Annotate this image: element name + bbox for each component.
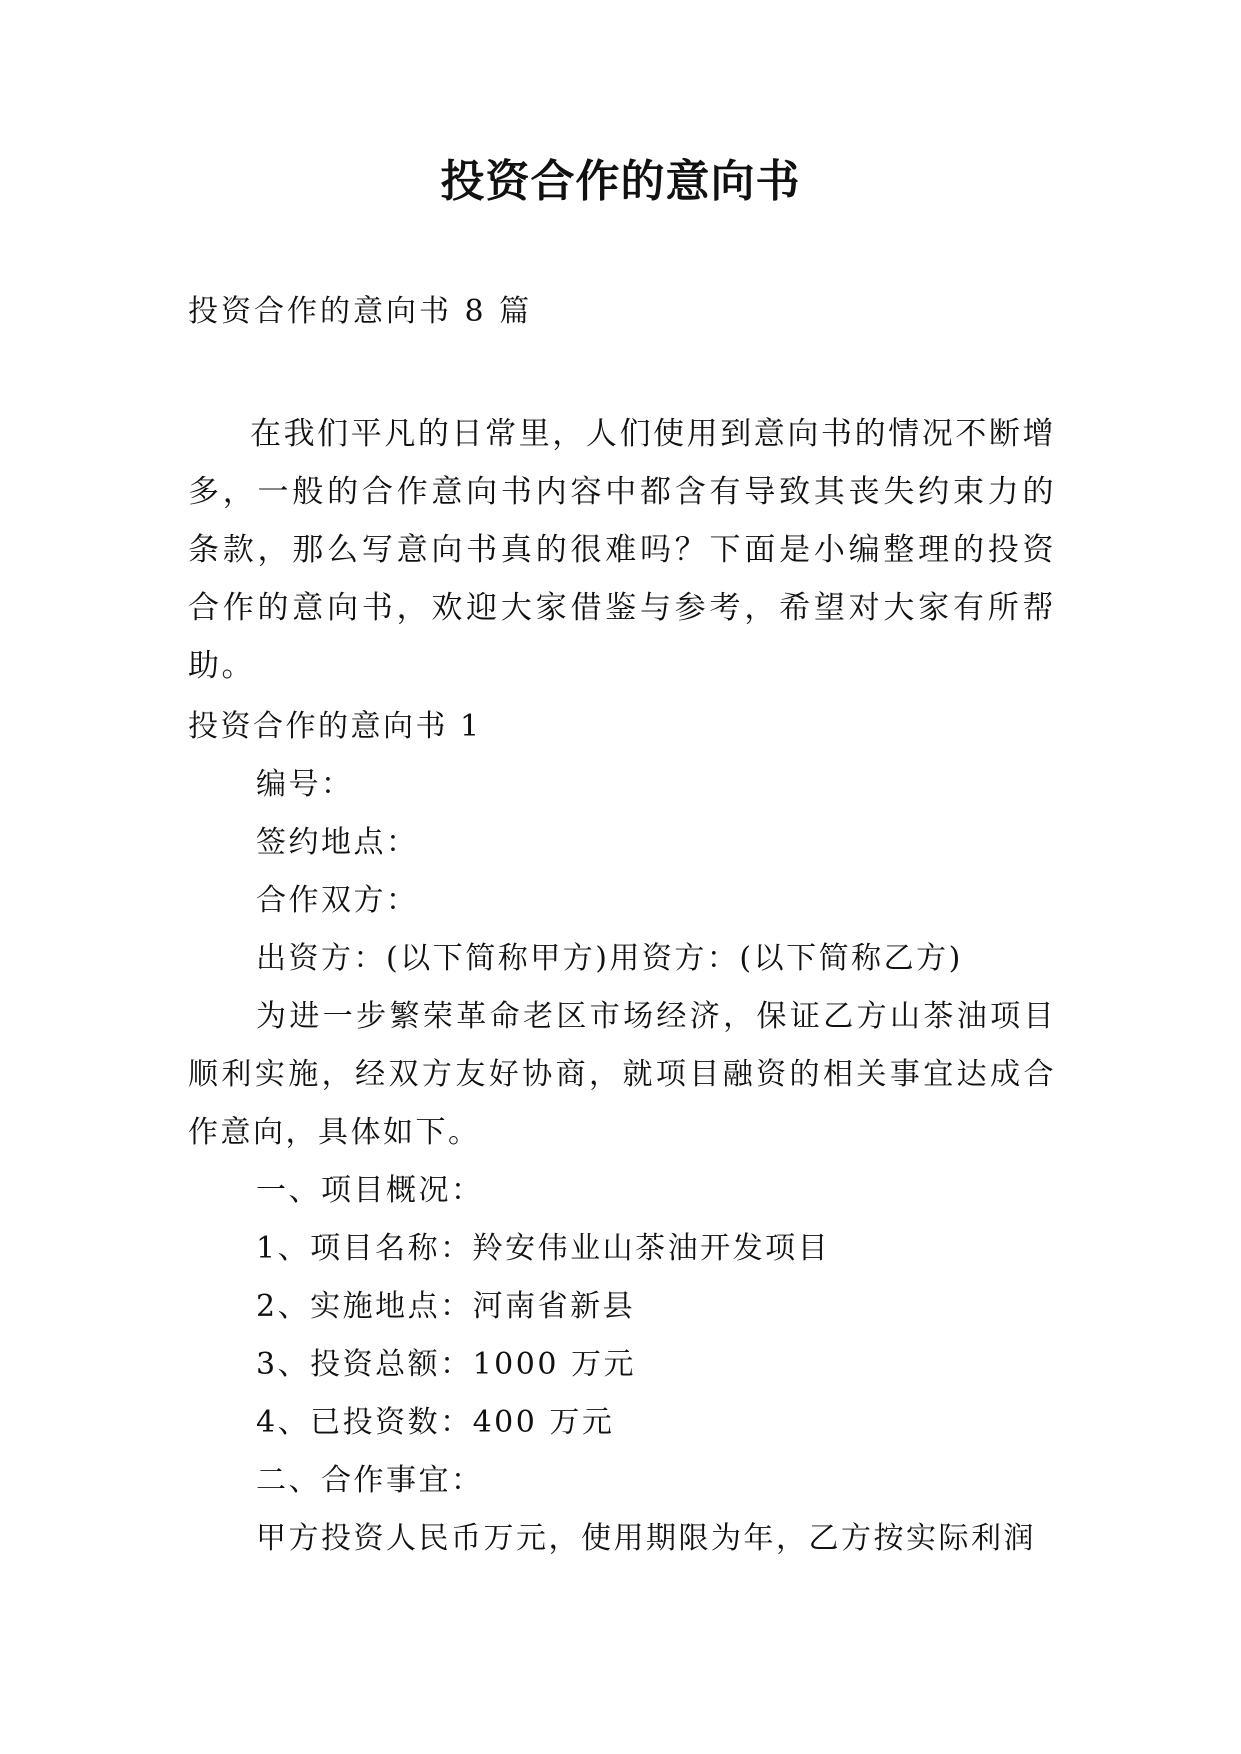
signing-location-label: 签约地点： (256, 825, 419, 860)
overview-heading: 一、项目概况： (256, 1173, 484, 1208)
number-label: 编号： (256, 767, 354, 802)
purpose-paragraph: 为进一步繁荣革命老区市场经济，保证乙方山茶油项目顺利实施，经双方友好协商，就项目融资的相关事宜达成合作意向，具体如下。 (188, 999, 1056, 1150)
parties-detail: 出资方：(以下简称甲方)用资方：(以下简称乙方) (256, 941, 963, 976)
section-1-heading: 投资合作的意向书 1 (188, 709, 482, 744)
intro-paragraph: 在我们平凡的日常里，人们使用到意向书的情况不断增多，一般的合作意向书内容中都含有导致其丧失约束力的条款，那么写意向书真的很难吗？下面是小编整理的投资合作的意向书，欢迎大家借鉴与参考，希望对大家有所帮助。 (188, 416, 1056, 684)
cooperation-heading: 二、合作事宜： (256, 1463, 484, 1498)
section-1 (188, 698, 1056, 1568)
overview-item-location: 2、实施地点：河南省新县 (256, 1289, 636, 1324)
parties-label: 合作双方： (256, 883, 419, 918)
overview-item-total: 3、投资总额：1000 万元 (256, 1347, 636, 1382)
overview-item-name: 1、项目名称：羚安伟业山茶油开发项目 (256, 1231, 831, 1266)
document-subtitle: 投资合作的意向书 8 篇 (188, 294, 533, 329)
cooperation-text: 甲方投资人民币万元，使用期限为年，乙方按实际利润 (256, 1521, 1036, 1556)
overview-item-invested: 4、已投资数：400 万元 (256, 1405, 615, 1440)
intro-block (188, 405, 1056, 695)
page-title: 投资合作的意向书 (440, 156, 801, 207)
